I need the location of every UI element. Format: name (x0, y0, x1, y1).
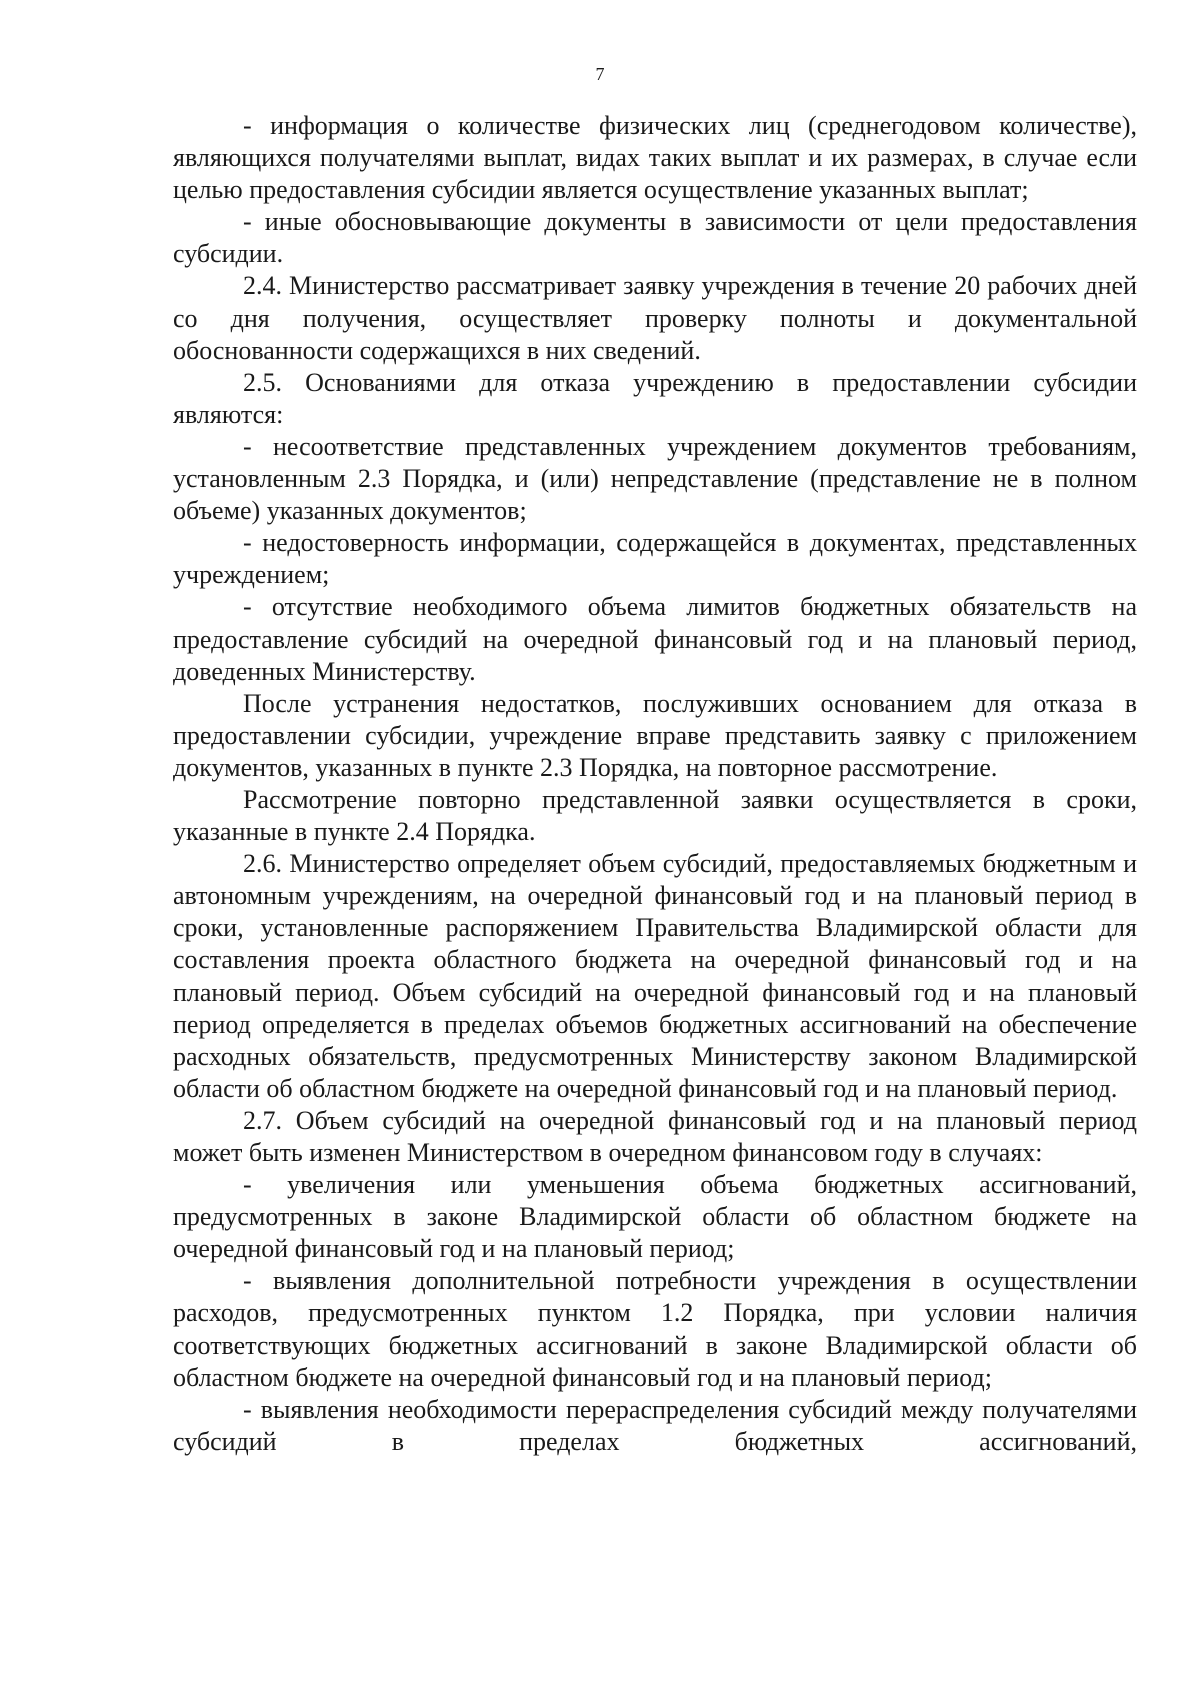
paragraph-resubmission: После устранения недостатков, послуживших основанием для отказа в предоставлении субсидии, учреждение вправе представить заявку с приложением документов, указанных в пункте 2.3 Порядка, на повторное рассмотрение. (173, 688, 1137, 782)
paragraph-2-6: 2.6. Министерство определяет объем субсидий, предоставляемых бюджетным и автономным учреждениям, на очередной финансовый год и на плановый период в сроки, установленные распоряжением Правительства Владимирской области для составления проекта областного бюджета на очередной финансовый год и на плановый период. Объем субсидий на очередной финансовый год и на плановый период определяется в пределах объемов бюджетных ассигнований на обеспечение расходных обязательств, предусмотренных Министерству законом Владимирской области об областном бюджете на очередной финансовый год и на плановый период. (173, 849, 1137, 1103)
paragraph-budget-change: - увеличения или уменьшения объема бюджетных ассигнований, предусмотренных в законе Владимирской области об областном бюджете на очередной финансовый год и на плановый период; (173, 1170, 1137, 1264)
paragraph-payment-recipients: - информация о количестве физических лиц (среднегодовом количестве), являющихся получателями выплат, видах таких выплат и их размерах, в случае если целью предоставления субсидии является осуществление указанных выплат; (173, 111, 1137, 205)
paragraph-lack-of-limits: - отсутствие необходимого объема лимитов бюджетных обязательств на предоставление субсидий на очередной финансовый год и на плановый период, доведенных Министерству. (173, 592, 1137, 686)
paragraph-2-5: 2.5. Основаниями для отказа учреждению в предоставлении субсидии являются: (173, 367, 1137, 429)
paragraph-additional-need: - выявления дополнительной потребности учреждения в осуществлении расходов, предусмотренных пунктом 1.2 Порядка, при условии наличия соответствующих бюджетных ассигнований в законе Владимирской области об областном бюджете на очередной финансовый год и на плановый период; (173, 1266, 1137, 1392)
paragraph-other-documents: - иные обосновывающие документы в зависимости от цели предоставления субсидии. (173, 207, 1137, 269)
paragraph-nonconformity: - несоответствие представленных учреждением документов требованиям, установленным 2.3 Порядка, и (или) непредставление (представление не в полном объеме) указанных документов; (173, 431, 1137, 526)
paragraph-redistribution: - выявления необходимости перераспределения субсидий между получателями субсидий в пределах бюджетных ассигнований, (173, 1394, 1137, 1456)
document-body (173, 110, 1137, 1458)
page-number: 7 (595, 64, 605, 84)
paragraph-review-terms: Рассмотрение повторно представленной заявки осуществляется в сроки, указанные в пункте 2.4 Порядка. (173, 784, 1137, 847)
paragraph-2-7: 2.7. Объем субсидий на очередной финансовый год и на плановый период может быть изменен Министерством в очередном финансовом году в случаях: (173, 1105, 1137, 1167)
paragraph-2-4: 2.4. Министерство рассматривает заявку учреждения в течение 20 рабочих дней со дня получения, осуществляет проверку полноты и документальной обоснованности содержащихся в них сведений. (173, 271, 1137, 365)
paragraph-unreliability: - недостоверность информации, содержащейся в документах, представленных учреждением; (173, 528, 1137, 590)
